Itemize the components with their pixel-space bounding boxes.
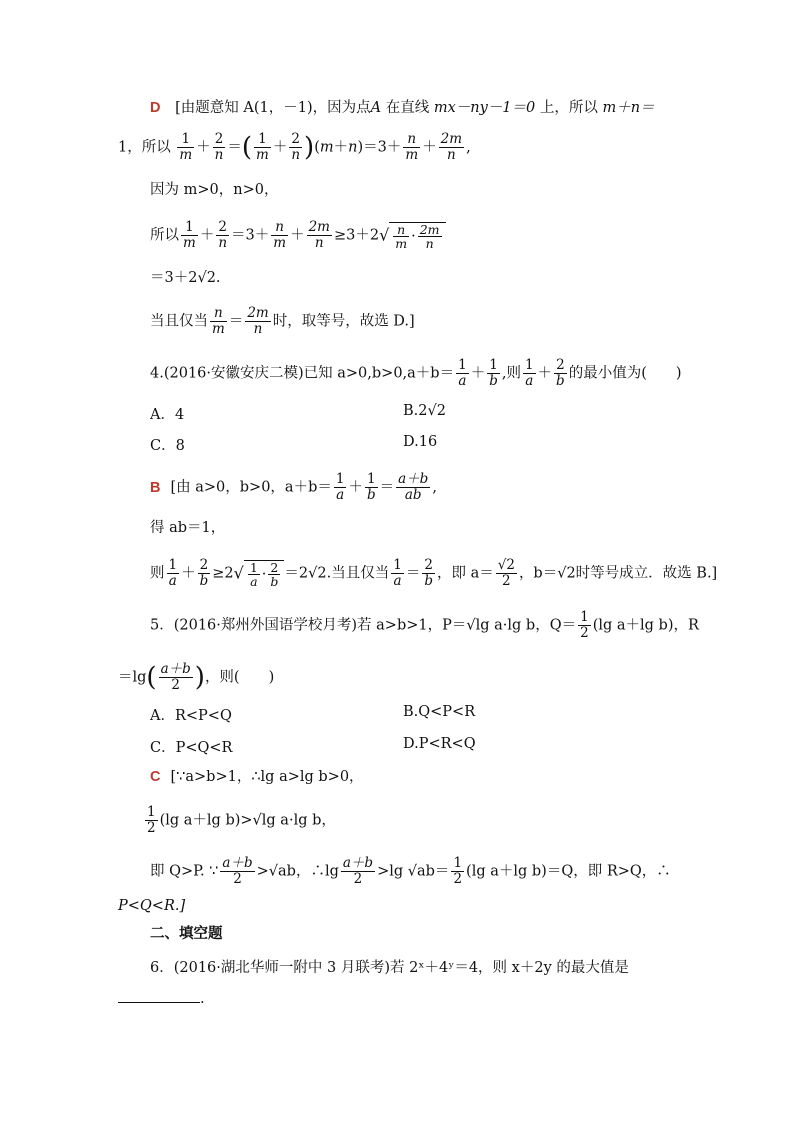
fraction: $\frac{1}{m}$ xyxy=(179,131,193,163)
text: 上，所以 xyxy=(539,100,598,116)
q5-option-a: A．R<P<Q xyxy=(150,708,232,724)
fraction: $\frac{2}{n}$ xyxy=(291,131,301,163)
fraction: $\frac{2m}{n}$ xyxy=(308,219,330,251)
equation: m＋n＝ xyxy=(602,100,655,116)
text: 在直线 xyxy=(385,100,430,116)
fraction: $\frac{a+b}{2}$ xyxy=(222,855,253,887)
q4-answer-line1: B [由 a>0，b>0，a＋b＝ $\frac{1}{a}$ ＋ $\frac{1}{b}$ ＝ $\frac{a+b}{ab}$ , xyxy=(150,471,437,503)
section-heading: 二、填空题 xyxy=(150,926,223,942)
q5-option-d: D.P<R<Q xyxy=(403,736,476,752)
text: 得 ab＝1， xyxy=(150,520,226,536)
answer-letter: B xyxy=(150,479,161,496)
q6-answer-blank-line xyxy=(118,988,205,1009)
fraction: $\frac{2m}{n}$ xyxy=(247,305,269,337)
answer-letter: D xyxy=(150,100,161,116)
fraction: $\frac{1}{2}$ xyxy=(580,609,589,641)
q4-stem: 4.(2016·安徽安庆二模)已知 a>0,b>0,a＋b＝ $\frac{1}{a}$ ＋ $\frac{1}{b}$ ,则 $\frac{1}{a}$ ＋ $\frac{2}{b}$ 的最小值为( ) xyxy=(150,357,682,389)
text: ，即 a＝ xyxy=(436,565,494,582)
text: 则 xyxy=(150,565,165,582)
fraction: $\frac{1}{b}$ xyxy=(366,471,376,503)
fraction: $\frac{a+b}{ab}$ xyxy=(398,471,429,503)
fraction: $\frac{1}{a}$ xyxy=(393,557,402,589)
q3-answer-line6: 当且仅当 $\frac{n}{m}$ ＝ $\frac{2m}{n}$ 时，取等号，故选 D.] xyxy=(150,305,415,337)
q5-option-b: B.Q<P<R xyxy=(403,704,476,720)
answer-letter: C xyxy=(150,769,161,785)
text: (lg a＋lg b)＝Q，即 R>Q，∴ xyxy=(466,863,671,880)
fraction: $\frac{1}{m}$ xyxy=(183,219,196,251)
fraction: $\frac{2}{b}$ xyxy=(556,357,565,389)
q5-option-c: C．P<Q<R xyxy=(150,740,233,756)
q3-answer-line5 xyxy=(150,268,221,288)
text: 5．(2016·郑州外国语学校月考)若 a>b>1，P＝√lg a·lg b，Q＝ xyxy=(150,617,577,634)
fraction: $\frac{1}{a}$ xyxy=(524,357,534,389)
equation: mx－ny－1＝0 xyxy=(433,100,536,116)
text: ＝3＋ xyxy=(363,139,402,156)
fraction: $\frac{2}{n}$ xyxy=(218,219,228,251)
fraction: $\frac{a+b}{2}$ xyxy=(342,855,374,887)
text: 即 Q>P. ∵ xyxy=(150,863,219,880)
text: ＝lg xyxy=(118,669,147,686)
text: P<Q<R.] xyxy=(118,898,186,914)
sqrt: √ $\frac{n}{m}$ · $\frac{2m}{n}$ xyxy=(379,222,445,250)
fraction: $\frac{1}{b}$ xyxy=(489,357,498,389)
sqrt: √ $\frac{1}{a}$ · $\frac{2}{b}$ xyxy=(234,560,285,588)
text: 因为 m>0，n>0， xyxy=(150,182,279,198)
text: ，b＝√2时等号成立．故选 B.] xyxy=(518,565,718,582)
fraction: $\frac{2}{b}$ xyxy=(424,557,433,589)
text: ＝3＋2√2. xyxy=(150,270,221,286)
q3-answer-line2: 1，所以 $\frac{1}{m}$ ＋ $\frac{2}{n}$ ＝( $\frac{1}{m}$ ＋ $\frac{2}{n}$ )(m＋n)＝3＋ $\frac{n}{m}$ ＋ $\frac{2m}{n}$ , xyxy=(118,131,471,163)
fraction: $\frac{1}{a}$ xyxy=(458,357,467,389)
fraction: $\frac{1}{a}$ xyxy=(168,557,178,589)
fraction: $\frac{n}{m}$ xyxy=(273,219,287,251)
q4-answer-line2 xyxy=(150,518,225,538)
text: (lg a＋lg b)，R xyxy=(592,617,699,634)
text: . xyxy=(200,991,205,1007)
q3-answer-line3 xyxy=(150,180,278,200)
fraction: $\frac{1}{m}$ xyxy=(256,131,269,163)
text: >lg √ab＝ xyxy=(377,863,450,880)
fraction: $\frac{1}{2}$ xyxy=(147,804,156,836)
text: 1，所以 xyxy=(118,139,171,156)
fraction: $\frac{1}{a}$ xyxy=(335,471,345,503)
q5-stem-line2: ＝lg( $\frac{a+b}{2}$ )，则( ) xyxy=(118,661,275,693)
answer-blank[interactable] xyxy=(118,988,200,1003)
q4-option-b: B.2√2 xyxy=(403,403,446,419)
fraction: $\frac{n}{m}$ xyxy=(405,131,419,163)
text: 4.(2016·安徽安庆二模)已知 a>0,b>0,a＋b＝ xyxy=(150,365,455,382)
q3-answer-line1 xyxy=(150,98,655,118)
text: [由题意知 xyxy=(175,100,239,116)
fraction: $\frac{n}{m}$ xyxy=(212,305,225,337)
text: 的最小值为( ) xyxy=(568,365,682,382)
text: ＝2√2.当且仅当 xyxy=(284,565,390,582)
fraction: $\frac{√2}{2}$ xyxy=(497,557,515,589)
fraction: $\frac{2}{n}$ xyxy=(214,131,224,163)
text: 所以 xyxy=(150,227,179,244)
text: A(1，－1)，因为点 xyxy=(243,100,371,116)
fraction: $\frac{2m}{n}$ xyxy=(440,131,463,163)
q5-answer-line2 xyxy=(143,805,336,836)
text: 当且仅当 xyxy=(150,313,208,330)
text: A xyxy=(370,100,382,116)
text: (lg a＋lg b)>√lg a·lg b， xyxy=(159,812,336,829)
q6-stem xyxy=(150,958,629,978)
text: >√ab，∴lg xyxy=(256,863,339,880)
q5-answer-line1 xyxy=(150,767,364,787)
text: ,则 xyxy=(501,365,521,382)
q4-answer-line3: 则 $\frac{1}{a}$ ＋ $\frac{2}{b}$ ≥2√ $\frac{1}{a}$ · $\frac{2}{b}$ ＝2√2.当且仅当 $\frac{1}{a}$ ＝ $\frac{2}{b}$ ，即 a＝ $\frac{√2}{2}$ ，b＝√2时等号成立．故选 B.] xyxy=(150,557,718,589)
text: 时，取等号，故选 D.] xyxy=(272,313,415,330)
text: 6．(2016·湖北华师一附中 3 月联考)若 2ˣ＋4ʸ＝4，则 x＋2y 的最大值是 xyxy=(150,960,629,976)
text: ，则( ) xyxy=(204,669,275,686)
q5-stem-line1 xyxy=(150,610,699,641)
q3-answer-line4: 所以 $\frac{1}{m}$ ＋ $\frac{2}{n}$ ＝3＋ $\frac{n}{m}$ ＋ $\frac{2m}{n}$ ≥3＋2√ $\frac{n}{m}$ · $\frac{2m}{n}$ xyxy=(150,220,446,251)
fraction: $\frac{2}{b}$ xyxy=(199,557,209,589)
q5-answer-line3 xyxy=(150,856,671,887)
q4-option-d: D.16 xyxy=(403,434,438,450)
text: [由 a>0，b>0，a＋b＝ xyxy=(170,479,332,496)
text: [∵a>b>1，∴lg a>lg b>0， xyxy=(170,769,364,785)
fraction: $\frac{1}{2}$ xyxy=(453,855,463,887)
q4-option-a: A．4 xyxy=(150,407,185,423)
q5-answer-line4 xyxy=(118,896,185,916)
q4-option-c: C．8 xyxy=(150,438,185,454)
fraction: $\frac{a+b}{2}$ xyxy=(160,661,191,693)
